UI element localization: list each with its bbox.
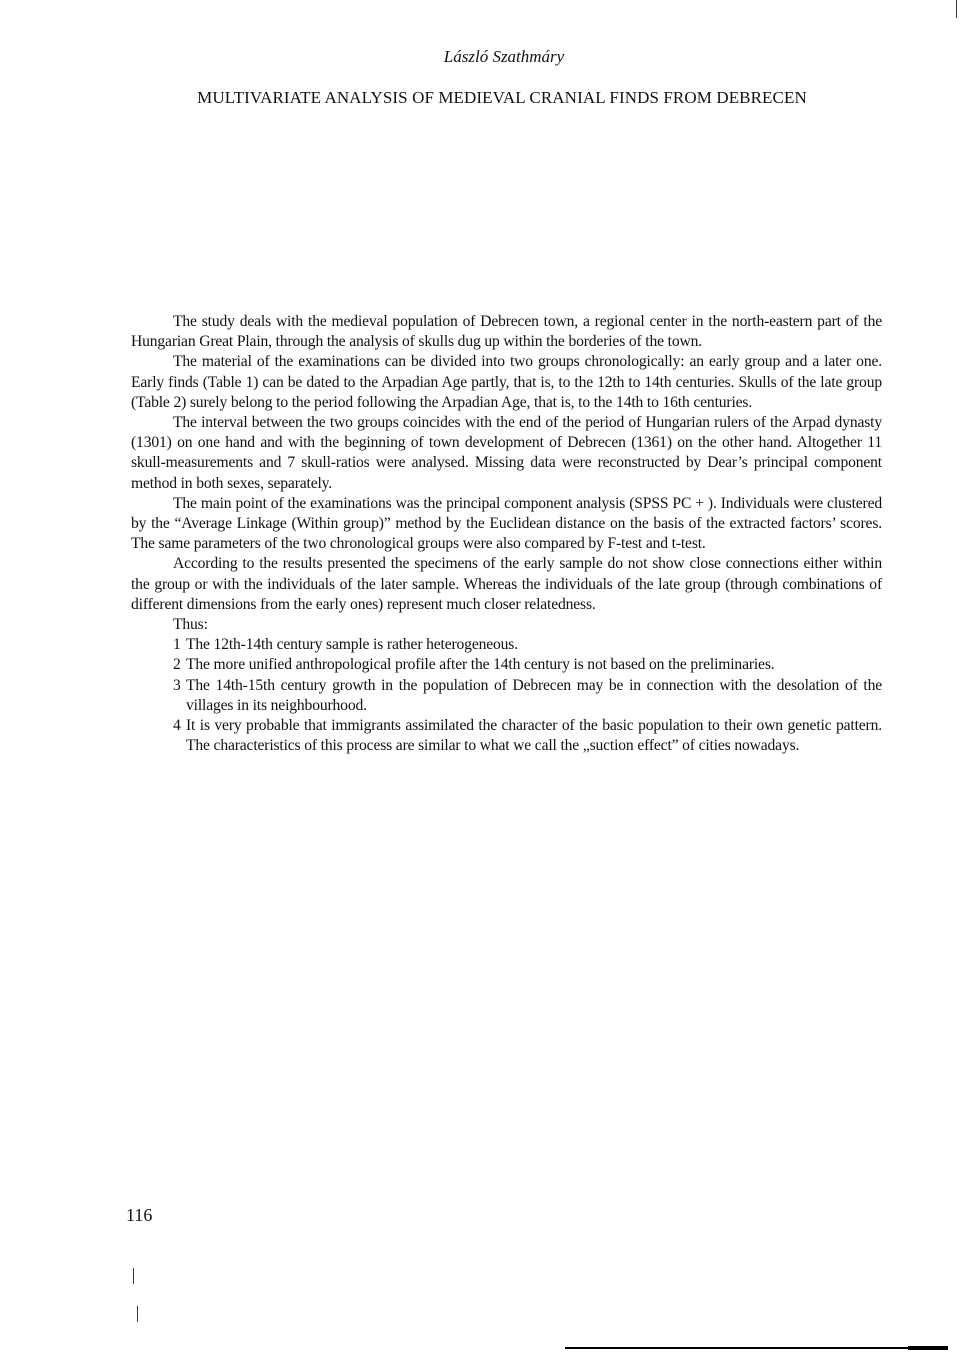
- conclusion-item: [131, 716, 882, 756]
- scan-edge-mark: [956, 0, 957, 18]
- thus-label: Thus:: [173, 616, 208, 634]
- bottom-rule-thick: [908, 1346, 948, 1350]
- conclusions-list: [131, 635, 882, 756]
- conclusion-number: 3: [173, 676, 181, 694]
- paragraph-results: According to the results presented the specimens of the early sample do not show close connections either within the group or with the individuals of the later sample. Whereas the individuals of the late group (through combinations of different dimensions from the early ones) represent much closer relatedness.: [131, 555, 882, 613]
- scan-edge-mark: [137, 1306, 138, 1322]
- author-name: László Szathmáry: [443, 47, 565, 66]
- conclusion-number: 1: [173, 636, 181, 654]
- conclusion-text: The 12th-14th century sample is rather heterogeneous.: [186, 636, 518, 654]
- conclusion-number: 2: [173, 656, 181, 674]
- conclusion-text: It is very probable that immigrants assimilated the character of the basic population to their own genetic pattern. The characteristics of this process are similar to what we call the „suction effect” of cities nowadays.: [186, 717, 882, 755]
- conclusion-item: [131, 635, 882, 655]
- conclusion-item: [131, 676, 882, 716]
- bottom-rule: [565, 1347, 948, 1349]
- scan-edge-mark: [133, 1268, 134, 1284]
- paragraph-material: The material of the examinations can be divided into two groups chronologically: an early group and a later one. Early finds (Table 1) can be dated to the Arpadian Age partly, that is, to the 12th to 14th centuries. Skulls of the late group (Table 2) surely belong to the period following the Arpadian Age, that is, to the 14th to 16th centuries.: [131, 353, 882, 411]
- paragraph-method: The main point of the examinations was the principal component analysis (SPSS PC + ). Individuals were clustered by the “Average Linkage (Within group)” method by the Euclidean distance on the basis of the extracted factors’ scores. The same parameters of the two chronological groups were also compared by F-test and t-test.: [131, 494, 882, 553]
- conclusion-number: 4: [173, 717, 181, 735]
- paragraph-interval: The interval between the two groups coincides with the end of the period of Hungarian rulers of the Arpad dynasty (1301) on one hand and with the beginning of town development of Debrecen (1361) on the other hand. Altogether 11 skull-measurements and 7 skull-ratios were analysed. Missing data were reconstructed by Dear’s principal component method in both sexes, separately.: [131, 414, 882, 492]
- conclusion-item: [131, 655, 882, 675]
- paragraph-intro: The study deals with the medieval population of Debrecen town, a regional center in the north-eastern part of the Hungarian Great Plain, through the analysis of skulls dug up within the borderies of the town.: [131, 313, 882, 351]
- conclusion-text: The more unified anthropological profile after the 14th century is not based on the preliminaries.: [186, 656, 775, 674]
- conclusion-text: The 14th-15th century growth in the population of Debrecen may be in connection with the desolation of the villages in its neighbourhood.: [186, 676, 882, 714]
- page-number: 116: [126, 1205, 153, 1225]
- paper-title: MULTIVARIATE ANALYSIS OF MEDIEVAL CRANIAL FINDS FROM DEBRECEN: [197, 88, 807, 107]
- abstract-body: [131, 312, 882, 756]
